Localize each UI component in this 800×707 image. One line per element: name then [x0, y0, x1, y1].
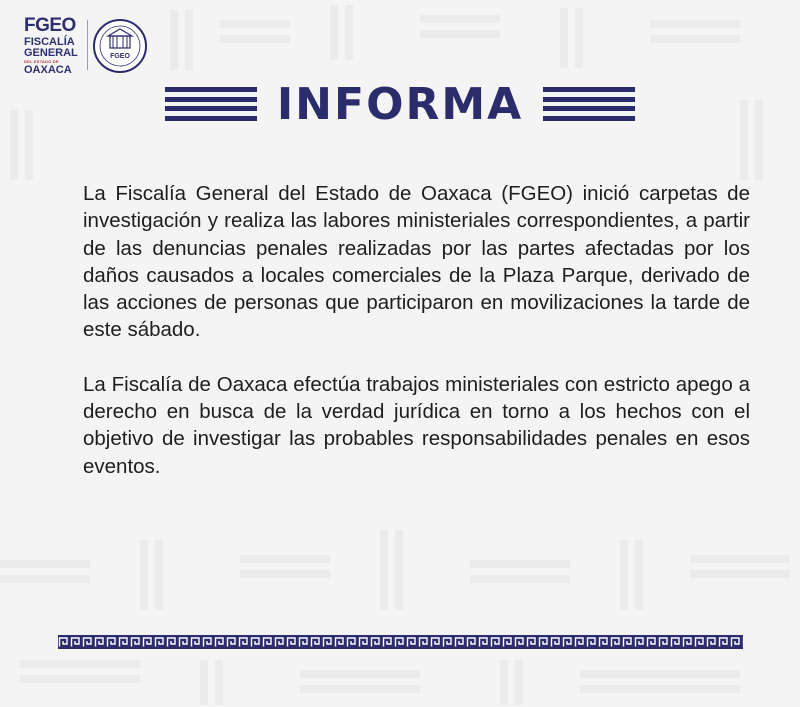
- seal-label: FGEO: [110, 53, 130, 60]
- logo-acronym: FGEO: [24, 15, 76, 36]
- paragraph-2: La Fiscalía de Oaxaca efectúa trabajos ministeriales con estricto apego a derecho en busca de la verdad jurídica en torno a los hechos con el objetivo de investigar las probables responsabilidades penales en esos eventos.: [83, 372, 750, 478]
- title-stripes-left: [165, 87, 257, 121]
- logo-line3: DEL ESTADO DE: [24, 59, 59, 64]
- logo-line4: OAXACA: [24, 64, 72, 76]
- header: [0, 76, 800, 132]
- logo-divider: [87, 20, 88, 70]
- seal-icon: [92, 18, 148, 74]
- paragraph-1: La Fiscalía General del Estado de Oaxaca (FGEO) inició carpetas de investigación y realiza las labores ministeriales correspondientes, a partir de las denuncias penales realizadas por las partes afectadas por los daños causados a locales comerciales de la Plaza Parque, derivado de las acciones de personas que participaron en movilizaciones la tarde de este sábado.: [83, 182, 750, 342]
- fret-border: [58, 635, 743, 649]
- statement-body: [83, 180, 750, 507]
- title-stripes-right: [543, 87, 635, 121]
- logo-line1: FISCALÍA: [24, 36, 75, 48]
- page-title: INFORMA: [276, 78, 524, 130]
- fgeo-logo: [24, 16, 154, 76]
- logo-wordmark: [24, 16, 82, 76]
- logo-line2: GENERAL: [24, 47, 78, 59]
